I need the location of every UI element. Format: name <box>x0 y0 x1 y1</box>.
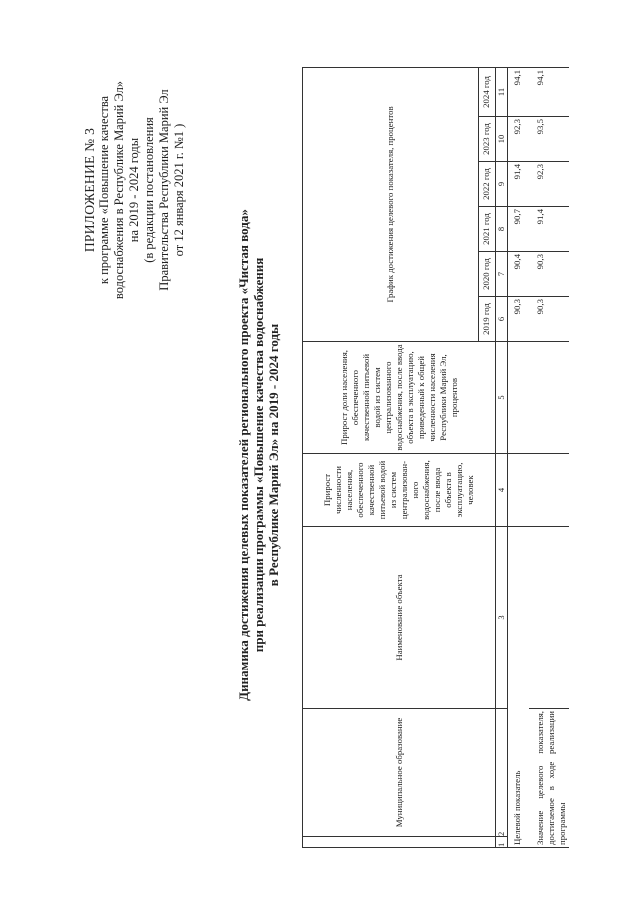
column-number: 8 <box>496 207 508 252</box>
column-number: 3 <box>496 527 508 709</box>
empty-cell <box>508 454 530 527</box>
table-row-blank <box>569 67 611 847</box>
indicators-table <box>302 67 611 848</box>
header-row <box>303 67 479 847</box>
value-cell: 90,3 <box>529 297 569 342</box>
value-cell: 90,4 <box>508 252 530 297</box>
value-cell: 94,1 <box>508 67 530 116</box>
title-line: при реализации программы «Повышение качества водоснабжения <box>251 257 266 653</box>
value-cell: 92,3 <box>529 162 569 207</box>
appendix-number: ПРИЛОЖЕНИЕ № 3 <box>82 127 97 253</box>
value-cell: 94,1 <box>529 67 569 116</box>
empty-cell <box>508 342 530 454</box>
document-title <box>236 155 281 755</box>
appendix-line: от 12 января 2021 г. №1 ) <box>172 123 186 257</box>
title-line: в Республике Марий Эл» на 2019 - 2024 годы <box>266 323 281 587</box>
value-cell: 90,3 <box>529 252 569 297</box>
row-label-achieved: Значение целевого показателя, достигаемое в ходе реализации программы <box>529 709 569 848</box>
column-number: 10 <box>496 117 508 162</box>
appendix-line: водоснабжения в Республике Марий Эл» <box>112 80 126 300</box>
empty-cell <box>529 454 569 527</box>
row-label-target: Целевой показатель <box>508 527 530 848</box>
value-cell: 90,7 <box>508 207 530 252</box>
value-cell: 91,4 <box>508 162 530 207</box>
header-population-increase: Прирост численности населения, обеспеченного качественной питьевой водой из систем централизован-ного водоснабжения, после ввода объекта в эксплуатацию, человек <box>303 454 496 527</box>
appendix-line: к программе «Повышение качества <box>97 95 111 285</box>
appendix-line: Правительства Республики Марий Эл <box>157 89 171 291</box>
table-row-achieved <box>529 67 569 847</box>
value-cell: 92,3 <box>508 117 530 162</box>
header-schedule: График достижения целевого показателя, процентов <box>303 67 479 341</box>
column-number: 5 <box>496 342 508 454</box>
title-line: Динамика достижения целевых показателей регионального проекта «Чистая вода» <box>236 209 251 701</box>
value-cell: 90,3 <box>508 297 530 342</box>
blank-area <box>569 67 611 847</box>
column-number: 6 <box>496 297 508 342</box>
column-number: 7 <box>496 252 508 297</box>
header-share-increase: Прирост доли населения, обеспеченного качественной питьевой водой из систем централизованного водоснабжения, после ввода объекта в эксплуатацию, приведенный к общей численности населения Республики Марий Эл, процентов <box>303 342 496 454</box>
header-year: 2020 год <box>478 252 495 297</box>
header-year: 2023 год <box>478 117 495 162</box>
column-number: 1 <box>496 837 508 848</box>
appendix-line: (в редакции постановления <box>142 117 156 263</box>
value-cell: 91,4 <box>529 207 569 252</box>
column-number: 4 <box>496 454 508 527</box>
appendix-line: на 2019 - 2024 годы <box>127 137 141 243</box>
column-number: 11 <box>496 67 508 116</box>
column-number: 2 <box>496 709 508 837</box>
appendix-header <box>82 35 187 345</box>
empty-cell <box>529 527 569 709</box>
header-year: 2024 год <box>478 67 495 116</box>
value-cell: 93,5 <box>529 117 569 162</box>
header-object-name: Наименование объекта <box>303 527 496 709</box>
column-number: 9 <box>496 162 508 207</box>
table-row-target <box>508 67 530 847</box>
column-numbers-row <box>496 67 508 847</box>
empty-cell <box>529 342 569 454</box>
header-year: 2019 год <box>478 297 495 342</box>
header-blank-cell <box>303 837 496 848</box>
header-year: 2021 год <box>478 207 495 252</box>
header-municipality: Муниципальное образование <box>303 709 496 837</box>
header-year: 2022 год <box>478 162 495 207</box>
